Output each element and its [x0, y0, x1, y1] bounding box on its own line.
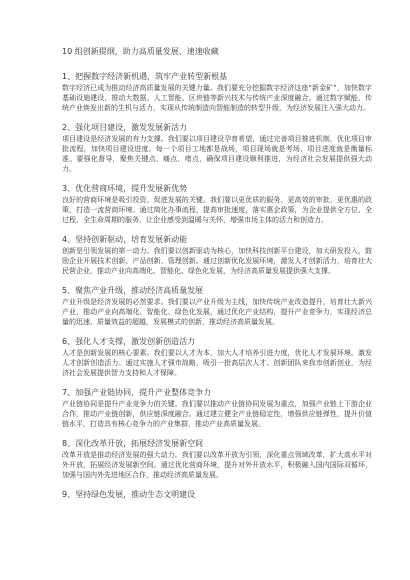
section-body: 良好的营商环境是吸引投资、促进发展的关键。我们要以更优质的服务、更高效的审批、更优惠的政策，打造一流营商环境。通过简化办事流程，提高审批速度，落实惠企政策，为企业提供全方位、全过程、全生命周期的服务，让企业感受到温暖与关怀，增强市场主体的活力和创造力。 — [62, 196, 372, 224]
section-heading: 2、强化项目建设，激发发展新活力 — [62, 123, 188, 132]
section-body: 产业链协同是提升产业竞争力的关键。我们要以推动产业链协同发展为重点，加强产业链上下游企业合作，推动产业链创新，供应链深度融合。通过建立健全产业链稳定性，增强供应链弹性，提升价值链水平，打造具有核心竞争力的产业集群，推动产业高质量发展。 — [62, 400, 372, 428]
section-6 — [62, 336, 372, 378]
section-9 — [62, 489, 372, 500]
section-heading: 7、加强产业链协同，提升产业整体竞争力 — [62, 388, 212, 397]
section-body: 人才是创新发展的核心要素。我们要以人才为本，加大人才培养引进力度，优化人才发展环境，激发人才创新创造活力。通过实施人才强市战略，吸引一批高层次人才、创新团队来我市创新创业，为经济社会发展提供智力支持和人才保障。 — [62, 349, 372, 377]
section-2 — [62, 122, 372, 174]
section-heading: 5、聚焦产业升级，推动经济高质量发展 — [62, 286, 204, 295]
section-1 — [62, 71, 372, 113]
section-heading: 9、坚持绿色发展，推动生态文明建设 — [62, 490, 196, 499]
section-4 — [62, 234, 372, 276]
section-5 — [62, 285, 372, 327]
section-7 — [62, 387, 372, 429]
section-8 — [62, 438, 372, 480]
section-body: 产业升级是经济发展的必然要求。我们要以产业升级为主线，加快传统产业改造提升，培育壮大新兴产业，推动产业向高端化、智能化、绿色化发展，通过优化产业结构，提升产业竞争力，实现经济总量的迅速、质量效益的超越，发展模式的创新，推动经济高质量发展。 — [62, 298, 372, 326]
section-body: 项目建设是经济发展的有力支撑。我们要以项目建设孕育希望，通过完善项目推进机制，优化项目审批流程，加快项目建设进度。每一个项目工地都是战场，项目现场就是考场，项目进度就是衡量标准。要强化督导，聚焦关键点、痛点、堵点，确保项目建设顺利推进，为经济社会发展提供强大动力。 — [62, 135, 372, 173]
section-body: 数字经济已成为推动经济高质量发展的关键力量。我们要充分挖掘数字经济这座“新金矿”，加快数字基础设施建设，推动大数据、人工智能、区块链等新兴技术与传统产业深度融合。通过数字赋能，传统产业焕发出新的生机与活力，实现从传统制造向智能制造的转型升级，为经济发展注入强大动力。 — [62, 84, 372, 112]
section-heading: 3、优化营商环境，提升发展新优势 — [62, 184, 188, 193]
section-body: 改革开放是推动经济发展的强大动力。我们要以改革开放为引领，深化重点领域改革，扩大高水平对外开放，拓展经济发展新空间。通过优化营商环境，提升对外开放水平，积极融入国内国际双循环，加强与国内外先进地区合作，推动经济高质量发展。 — [62, 451, 372, 479]
section-heading: 1、把握数字经济新机遇，筑牢产业转型新根基 — [62, 72, 228, 81]
section-body: 创新是引领发展的第一动力。我们要以创新驱动为核心，加快科技创新平台建设，加大研发投入，鼓励企业开展技术创新、产品创新、管理创新。通过创新优化发展环境，激发人才创新活力，培育壮大民营企业，推动产业向高端化、智能化、绿色化发展，为经济高质量发展提供强大支撑。 — [62, 247, 372, 275]
section-heading: 4、坚持创新驱动，培育发展新动能 — [62, 235, 188, 244]
section-3 — [62, 183, 372, 225]
document-title: 10 组创新提纲，助力高质量发展、速速收藏 — [62, 47, 219, 56]
section-heading: 8、深化改革开放，拓展经济发展新空间 — [62, 439, 204, 448]
section-heading: 6、强化人才支撑，激发创新创造活力 — [62, 337, 196, 346]
